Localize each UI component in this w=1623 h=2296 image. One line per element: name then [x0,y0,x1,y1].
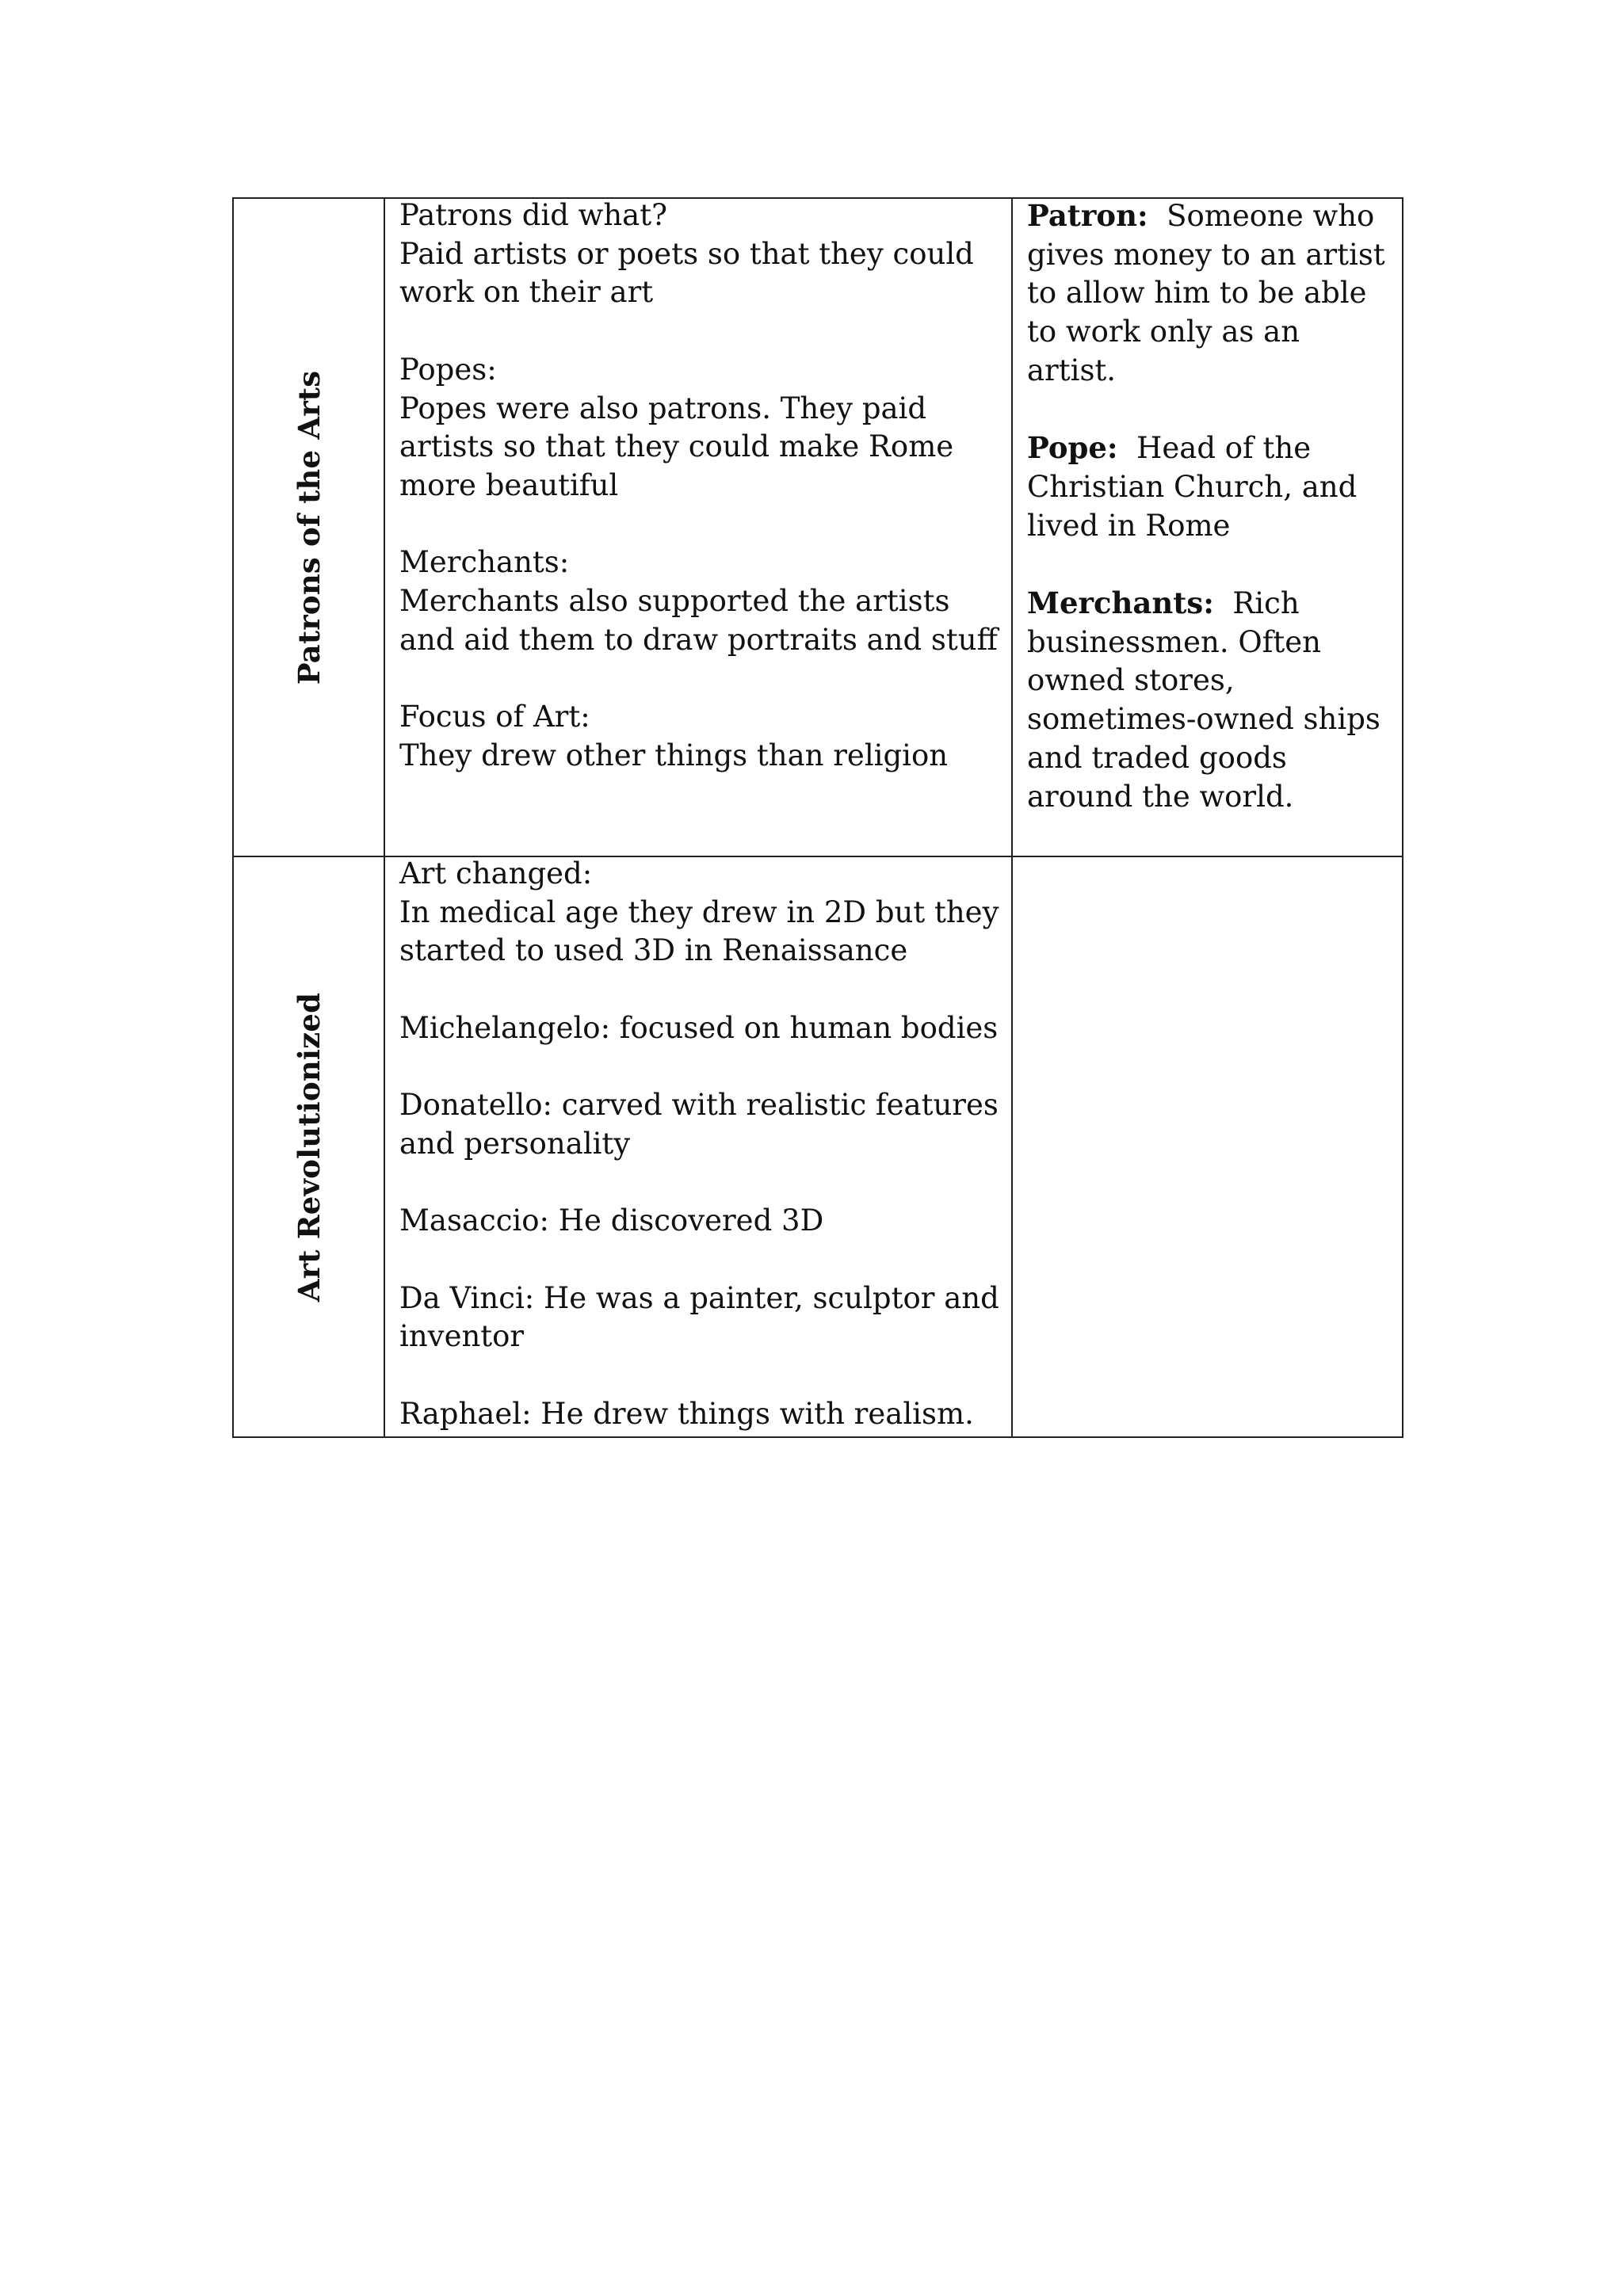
definition-block [1027,584,1394,816]
note-text: Masaccio: He discovered 3D [399,1203,824,1238]
notes-cell-art [384,856,1012,1437]
note-text: Da Vinci: He was a painter, sculptor and inventor [399,1280,999,1354]
definition-block [1027,196,1394,391]
note-block [399,698,1002,775]
note-heading: Focus of Art: [399,700,590,734]
note-text: Michelangelo: focused on human bodies [399,1010,999,1045]
note-text: They drew other things than religion [399,738,949,772]
definitions-cell-empty [1012,856,1403,1437]
definitions-cell-patrons [1012,198,1403,856]
definition-block [1027,429,1394,545]
table-row-art-revolutionized [233,856,1403,1437]
definition-term: Merchants: [1027,585,1214,620]
row-label-patrons-of-the-arts: Patrons of the Arts [291,370,327,685]
note-block [399,543,1002,659]
note-block [399,1009,1002,1048]
note-block [399,351,1002,505]
note-heading: Merchants: [399,545,570,580]
note-block [399,1086,1002,1163]
note-heading: Popes: [399,352,497,387]
notes-table [232,197,1403,1438]
note-text: Paid artists or poets so that they could work on their art [399,236,974,310]
note-heading: Patrons did what? [399,198,667,232]
note-text: Donatello: carved with realistic features and personality [399,1088,999,1161]
note-text: Popes were also patrons. They paid artists so that they could make Rome more beautiful [399,391,954,502]
row-label-cell [233,856,384,1437]
table-row-patrons [233,198,1403,856]
note-text: In medical age they drew in 2D but they started to used 3D in Renaissance [399,894,999,968]
note-block [399,855,1002,971]
note-block [399,1395,1002,1434]
definition-text: Someone who gives money to an artist to allow him to be able to work only as an artist. [1027,199,1385,387]
row-label-art-revolutionized: Art Revolutionized [291,992,327,1302]
note-block [399,1280,1002,1356]
definition-term: Pope: [1027,430,1118,466]
definition-text: Head of the Christian Church, and lived in Rome [1027,431,1358,543]
definition-term: Patron: [1027,198,1148,233]
note-text: Merchants also supported the artists and aid them to draw portraits and stuff [399,584,998,657]
note-heading: Art changed: [399,856,593,891]
note-text: Raphael: He drew things with realism. [399,1396,974,1431]
definition-text: Rich businessmen. Often owned stores, sometimes-owned ships and traded goods around the world. [1027,586,1381,814]
note-block [399,1202,1002,1241]
note-block [399,196,1002,312]
notes-cell-patrons [384,198,1012,856]
row-label-cell [233,198,384,856]
